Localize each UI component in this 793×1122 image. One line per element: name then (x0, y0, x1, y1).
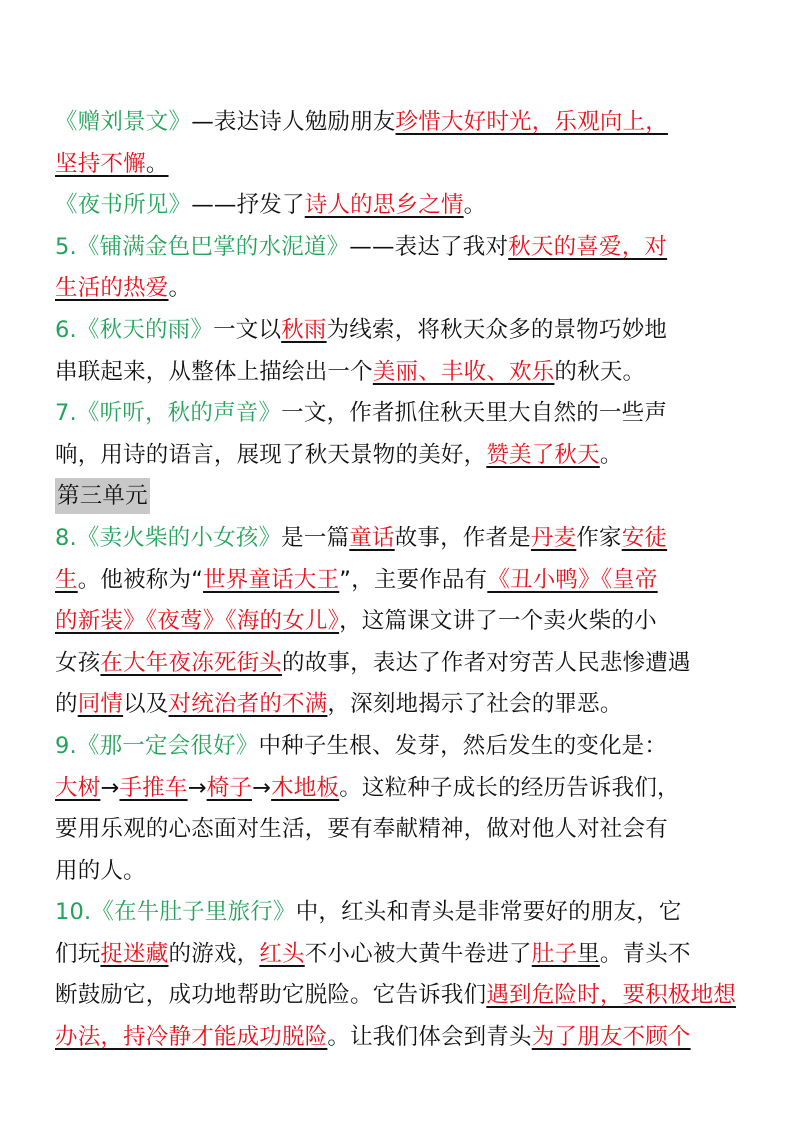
body-text: 响，用诗的语言，展现了秋天景物的美好， (55, 441, 487, 468)
text-line (55, 352, 745, 394)
key-answer: 秋雨 (281, 316, 327, 343)
text-line (55, 435, 745, 477)
body-text: 。 (168, 275, 192, 302)
text-line (55, 268, 745, 310)
text-line (55, 975, 745, 1017)
text-line (55, 144, 745, 186)
text-line (55, 851, 745, 893)
key-answer: 秋天的喜爱，对 (508, 233, 668, 260)
text-line (55, 768, 745, 810)
body-text: → (252, 774, 272, 801)
key-answer: 同情 (77, 691, 124, 718)
lesson-title: 《赠刘景文》 (55, 109, 192, 135)
key-answer: 珍惜大好时光，乐观向上， (395, 109, 668, 135)
key-answer: 捉迷藏 (100, 940, 169, 967)
lesson-title: 5.《铺满金色巴掌的水泥道》 (55, 233, 350, 260)
body-text: 是一篇 (281, 524, 350, 551)
key-answer: 椅子 (206, 774, 253, 801)
body-text: → (100, 774, 120, 801)
body-text: 要用乐观的心态面对生活，要有奉献精神，做对他人对社会有 (55, 816, 668, 843)
key-answer: 手推车 (119, 774, 188, 801)
underlined-text: 里 (577, 940, 600, 967)
body-text: 故事，作者是 (394, 524, 531, 551)
section-heading: 第三单元 (55, 478, 150, 514)
key-answer: 办法，持冷静才能成功脱险 (55, 1024, 328, 1051)
key-answer: 生 (55, 566, 78, 593)
body-text: 的游戏， (168, 940, 260, 967)
lesson-title: 10.《在牛肚子里旅行》 (55, 899, 296, 926)
body-text: 一文，作者抓住秋天里大自然的一些声 (281, 400, 668, 427)
text-line (55, 643, 745, 685)
underlined-text: 。 (145, 150, 169, 177)
key-answer: 的新装》《夜莺》《海的女儿》 (55, 608, 340, 635)
text-line (55, 102, 745, 144)
text-line (55, 560, 745, 602)
body-text: 的故事，表达了作者对穷苦人民悲惨遭遇 (282, 649, 691, 676)
body-text: —表达诗人勉励朋友 (191, 109, 396, 135)
body-text: 串联起来，从整体上描绘出一个 (55, 358, 373, 385)
key-answer: 世界童话大王 (203, 566, 340, 593)
lesson-title: 8.《卖火柴的小女孩》 (55, 524, 282, 551)
body-text: ，深刻地揭示了社会的罪恶。 (327, 691, 623, 718)
text-line (55, 227, 745, 269)
text-line (55, 601, 745, 643)
body-text: 一文以 (213, 316, 282, 343)
text-line (55, 684, 745, 726)
text-line (55, 310, 745, 352)
body-text: 用的人。 (55, 857, 146, 884)
key-answer: 生活的热爱 (55, 275, 169, 302)
text-line (55, 892, 745, 934)
lesson-title: 6.《秋天的雨》 (55, 316, 214, 343)
text-line (55, 518, 745, 560)
body-text: 中，红头和青头是非常要好的朋友，它 (295, 899, 682, 926)
body-text: 为线索，将秋天众多的景物巧妙地 (326, 316, 668, 343)
key-answer: 《丑小鸭》《皇帝 (487, 566, 658, 593)
lesson-title: 《夜书所见》 (55, 192, 192, 219)
text-line (55, 726, 745, 768)
text-line (55, 393, 745, 435)
body-text: 断鼓励它，成功地帮助它脱险。它告诉我们 (55, 982, 487, 1009)
text-line (55, 809, 745, 851)
key-answer: 红头 (259, 940, 305, 967)
key-answer: 大树 (55, 774, 101, 801)
key-answer: 在大年夜冻死街头 (100, 649, 283, 676)
key-answer: 赞美了秋天 (486, 441, 600, 468)
body-text: 的秋天。 (554, 358, 646, 385)
body-text: 。青头不 (599, 940, 691, 967)
body-text: 。 (463, 192, 487, 219)
body-text: ，这篇课文讲了一个卖火柴的小 (339, 608, 657, 635)
key-answer: 木地板 (271, 774, 340, 801)
key-answer: 丹麦 (530, 524, 577, 551)
text-line (55, 476, 745, 518)
body-text: ”，主要作品有 (339, 566, 488, 593)
key-answer: 肚子 (531, 940, 578, 967)
body-text: ——表达了我对 (349, 233, 509, 260)
body-text: 们玩 (55, 940, 101, 967)
body-text: 的 (55, 691, 78, 718)
body-text: 作家 (576, 524, 622, 551)
body-text: 。他被称为“ (77, 566, 204, 593)
key-answer: 诗人的思乡之情 (304, 192, 464, 219)
text-line (55, 185, 745, 227)
key-answer: 遇到危险时，要积极地想 (486, 982, 737, 1009)
key-answer: 坚持不懈 (55, 150, 146, 177)
body-text: 。 (599, 441, 623, 468)
body-text: 中种子生根、发芽，然后发生的变化是： (258, 732, 668, 759)
document-page (55, 102, 745, 1059)
key-answer: 童话 (349, 524, 395, 551)
text-line (55, 934, 745, 976)
key-answer: 安徒 (621, 524, 668, 551)
body-text: ——抒发了 (191, 192, 305, 219)
key-answer: 为了朋友不顾个 (531, 1024, 691, 1051)
lesson-title: 9.《那一定会很好》 (55, 732, 259, 759)
text-line (55, 1017, 745, 1059)
key-answer: 美丽、丰收、欢乐 (372, 358, 555, 385)
body-text: 女孩 (55, 649, 101, 676)
body-text: 。这粒种子成长的经历告诉我们， (339, 774, 680, 801)
lesson-title: 7.《听听，秋的声音》 (55, 400, 282, 427)
body-text: 。让我们体会到青头 (327, 1024, 532, 1051)
body-text: 不小心被大黄牛卷进了 (304, 940, 532, 967)
key-answer: 对统治者的不满 (168, 691, 328, 718)
body-text: → (187, 774, 207, 801)
body-text: 以及 (123, 691, 169, 718)
